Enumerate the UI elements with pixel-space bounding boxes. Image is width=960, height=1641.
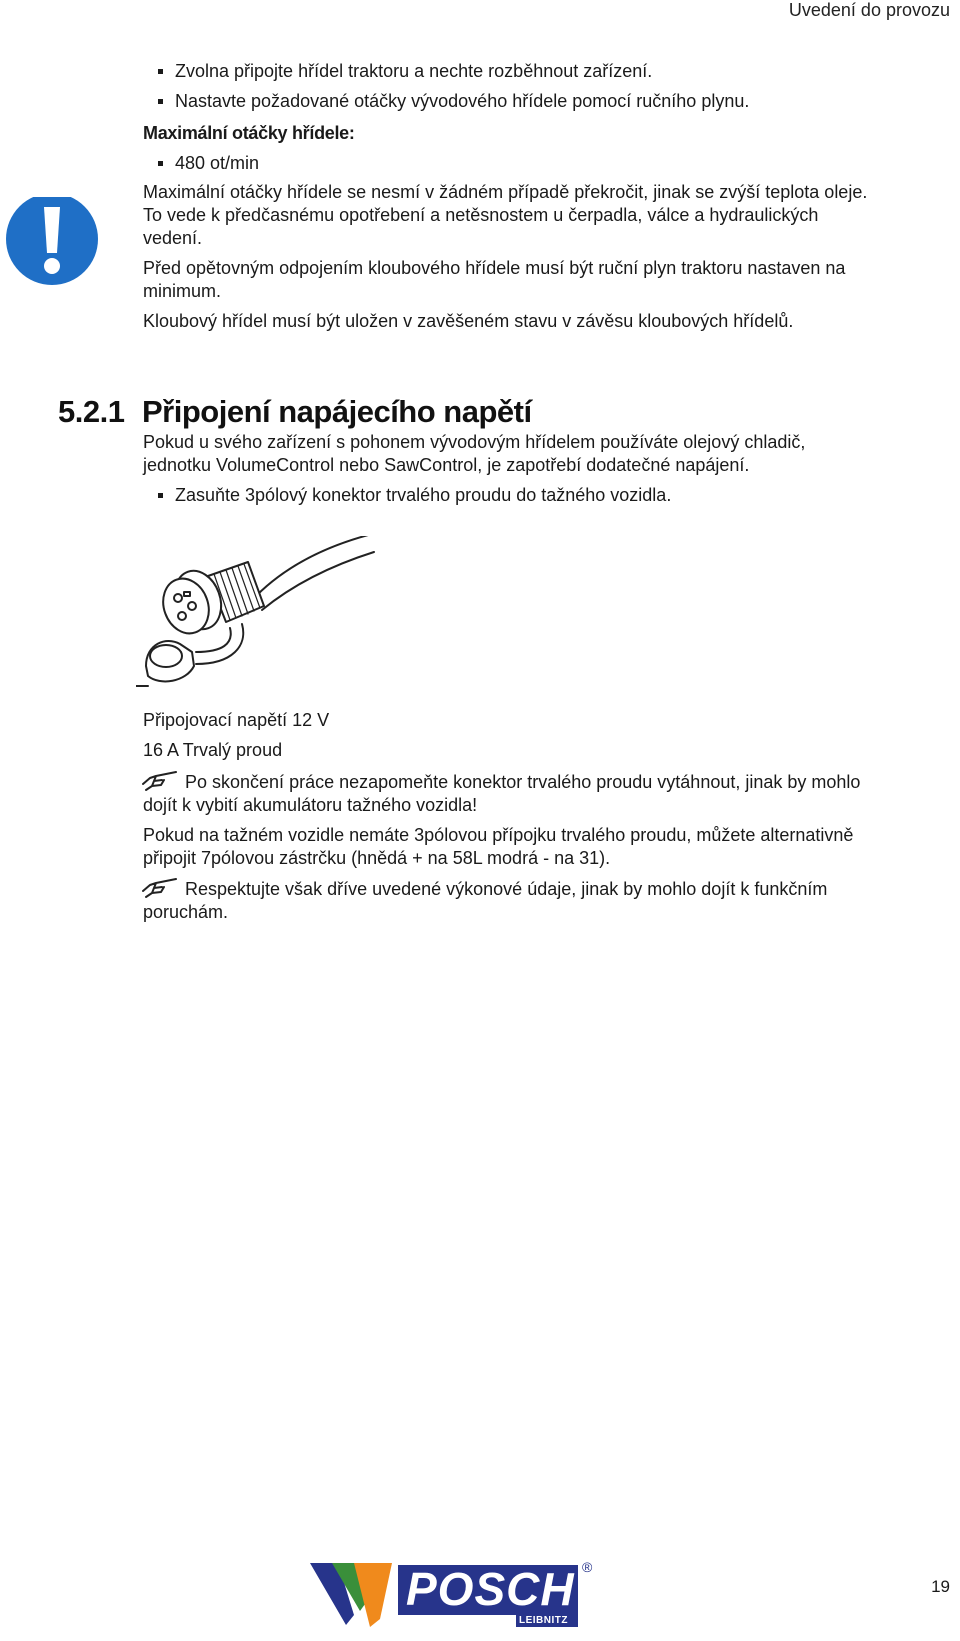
running-header: Uvedení do provozu	[788, 0, 950, 20]
alternative-text-line: připojit 7pólovou zástrčku (hnědá + na 58L modrá - na 31).	[143, 848, 611, 868]
spec-voltage: Připojovací napětí 12 V	[143, 710, 330, 730]
warning-text-line: Kloubový hřídel musí být uložen v zavěšeném stavu v závěsu kloubových hřídelů.	[143, 311, 794, 331]
logo-wordmark: POSCH	[406, 1563, 575, 1615]
logo-subtitle: LEIBNITZ	[519, 1615, 568, 1626]
warning-text-line: minimum.	[143, 281, 222, 301]
section-number: 5.2.1	[58, 394, 125, 429]
list-item: Zvolna připojte hřídel traktoru a nechte rozběhnout zařízení.	[175, 61, 653, 81]
alternative-text-line: Pokud na tažném vozidle nemáte 3pólovou přípojku trvalého proudu, můžete alternativně	[143, 825, 854, 845]
warning-text-line: vedení.	[143, 228, 203, 248]
exclamation-warning-icon	[6, 197, 102, 293]
section-intro-line: Pokud u svého zařízení s pohonem vývodovým hřídelem používáte olejový chladič,	[143, 432, 806, 452]
section-heading	[58, 394, 532, 430]
page-number: 19	[931, 1577, 950, 1596]
warning-text-line: Před opětovným odpojením kloubového hřídele musí být ruční plyn traktoru nastaven na	[143, 258, 846, 278]
note-text-line: dojít k vybití akumulátoru tažného vozidla!	[143, 795, 478, 815]
max-speed-value: 480 ot/min	[175, 153, 260, 173]
pointing-hand-icon	[142, 768, 180, 792]
note-text-line: Respektujte však dříve uvedené výkonové údaje, jinak by mohlo dojít k funkčním	[185, 879, 828, 899]
list-item: Nastavte požadované otáčky vývodového hřídele pomocí ručního plynu.	[175, 91, 750, 111]
spec-current: 16 A Trvalý proud	[143, 740, 283, 760]
note-text-line: poruchám.	[143, 902, 229, 922]
warning-text-line: Maximální otáčky hřídele se nesmí v žádném případě překročit, jinak se zvýší teplota oleje.	[143, 182, 868, 202]
list-item: Zasuňte 3pólový konektor trvalého proudu do tažného vozidla.	[175, 485, 672, 505]
pointing-hand-icon	[142, 875, 180, 899]
warning-text-line: To vede k předčasnému opotřebení a netěsnostem u čerpadla, válce a hydraulických	[143, 205, 819, 225]
section-title: Připojení napájecího napětí	[142, 394, 532, 429]
posch-logo	[310, 1559, 622, 1630]
note-text-line: Po skončení práce nezapomeňte konektor trvalého proudu vytáhnout, jinak by mohlo	[185, 772, 861, 792]
registered-mark: ®	[582, 1559, 593, 1575]
section-intro-line: jednotku VolumeControl nebo SawControl, je zapotřebí dodatečné napájení.	[143, 455, 750, 475]
3-pin-connector-illustration	[136, 536, 396, 722]
max-speed-label: Maximální otáčky hřídele:	[143, 123, 355, 143]
